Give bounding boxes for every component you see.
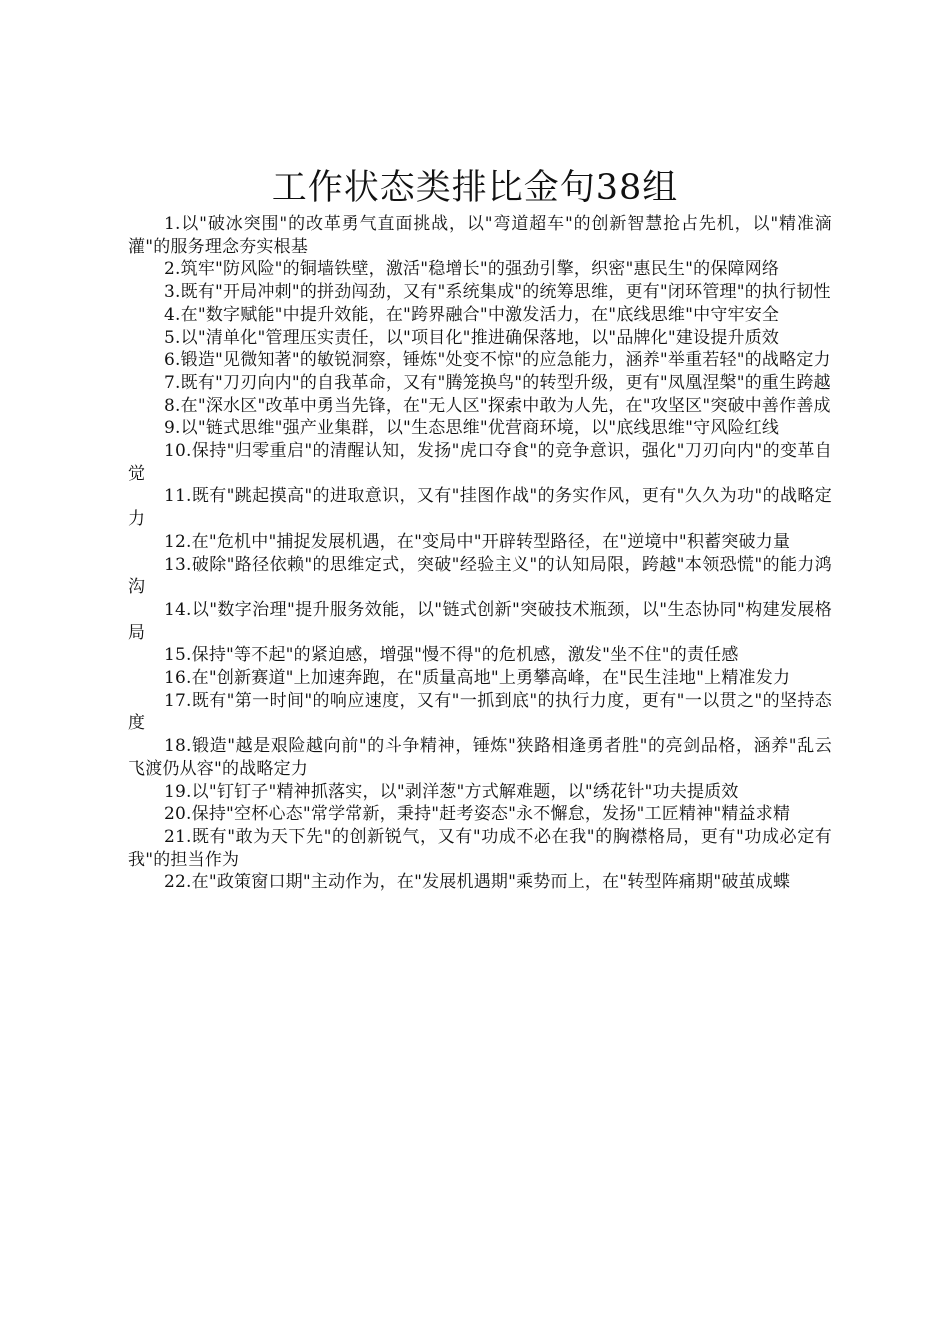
- list-item: 9.以"链式思维"强产业集群，以"生态思维"优营商环境，以"底线思维"守风险红线: [164, 418, 780, 439]
- list-item: 3.既有"开局冲刺"的拼劲闯劲，又有"系统集成"的统筹思维，更有"闭环管理"的执行韧性: [164, 282, 831, 303]
- document-title: 工作状态类排比金句38组: [271, 168, 679, 208]
- list-item: 20.保持"空杯心态"常学常新，秉持"赶考姿态"永不懈怠，发扬"工匠精神"精益求精: [164, 804, 791, 825]
- list-item: 7.既有"刀刃向内"的自我革命，又有"腾笼换鸟"的转型升级，更有"凤凰涅槃"的重生跨越: [164, 372, 831, 393]
- list-item: 21.既有"敢为天下先"的创新锐气，又有"功成不必在我"的胸襟格局，更有"功成必定有我"的担当作为: [128, 826, 832, 870]
- list-item: 18.锻造"越是艰险越向前"的斗争精神，锤炼"狭路相逢勇者胜"的亮剑品格，涵养"乱云飞渡仍从容"的战略定力: [128, 736, 832, 779]
- list-item: 12.在"危机中"捕捉发展机遇，在"变局中"开辟转型路径，在"逆境中"积蓄突破力量: [164, 531, 791, 552]
- list-item: 15.保持"等不起"的紧迫感，增强"慢不得"的危机感，激发"坐不住"的责任感: [164, 645, 739, 666]
- list-item: 22.在"政策窗口期"主动作为，在"发展机遇期"乘势而上，在"转型阵痛期"破茧成蝶: [164, 872, 791, 893]
- list-item: 13.破除"路径依赖"的思维定式，突破"经验主义"的认知局限，跨越"本领恐慌"的能力鸿沟: [128, 554, 832, 598]
- list-item: 6.锻造"见微知著"的敏锐洞察，锤炼"处变不惊"的应急能力，涵养"举重若轻"的战略定力: [164, 350, 831, 371]
- list-item: 14.以"数字治理"提升服务效能，以"链式创新"突破技术瓶颈，以"生态协同"构建发展格局: [128, 599, 832, 643]
- list-item: 10.保持"归零重启"的清醒认知，发扬"虎口夺食"的竞争意识，强化"刀刃向内"的变革自觉: [128, 441, 832, 484]
- list-item: 17.既有"第一时间"的响应速度，又有"一抓到底"的执行力度，更有"一以贯之"的坚持态度: [128, 690, 832, 734]
- list-item: 5.以"清单化"管理压实责任，以"项目化"推进确保落地，以"品牌化"建设提升质效: [164, 327, 780, 348]
- list-item: 11.既有"跳起摸高"的进取意识，又有"挂图作战"的务实作风，更有"久久为功"的战略定力: [128, 486, 832, 530]
- sentence-list: [128, 213, 832, 894]
- list-item: 4.在"数字赋能"中提升效能，在"跨界融合"中激发活力，在"底线思维"中守牢安全: [164, 304, 780, 325]
- list-item: 2.筑牢"防风险"的铜墙铁壁，激活"稳增长"的强劲引擎，织密"惠民生"的保障网络: [164, 259, 780, 280]
- list-item: 1.以"破冰突围"的改革勇气直面挑战，以"弯道超车"的创新智慧抢占先机，以"精准滴灌"的服务理念夯实根基: [128, 214, 832, 257]
- list-item: 19.以"钉钉子"精神抓落实，以"剥洋葱"方式解难题，以"绣花针"功夫提质效: [164, 781, 739, 802]
- list-item: 16.在"创新赛道"上加速奔跑，在"质量高地"上勇攀高峰，在"民生洼地"上精准发力: [164, 668, 791, 689]
- list-item: 8.在"深水区"改革中勇当先锋，在"无人区"探索中敢为人先，在"攻坚区"突破中善作善成: [164, 395, 831, 416]
